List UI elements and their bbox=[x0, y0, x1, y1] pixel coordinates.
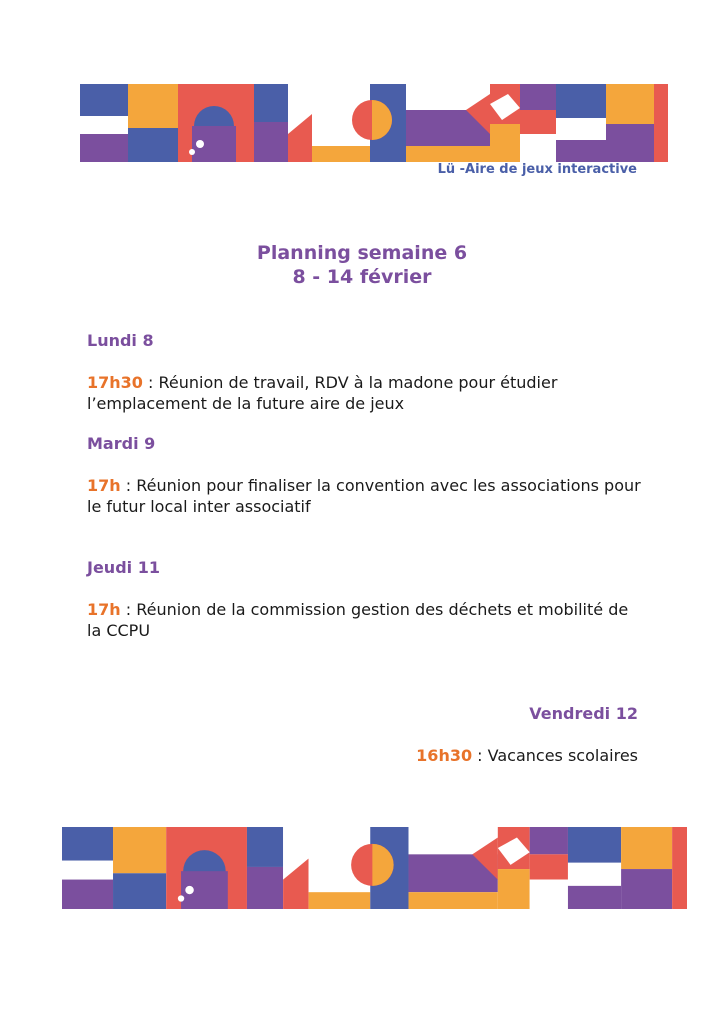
event-description: Réunion de travail, RDV à la madone pour étudier l’emplacement de la future aire de jeux bbox=[87, 373, 558, 413]
day-label-jeudi: Jeudi 11 bbox=[87, 558, 160, 577]
event-separator: : bbox=[120, 476, 137, 495]
event-description: Réunion pour finaliser la convention avec les associations pour le futur local inter associatif bbox=[87, 476, 641, 516]
day-label-lundi: Lundi 8 bbox=[87, 331, 154, 350]
day-label-mardi: Mardi 9 bbox=[87, 434, 156, 453]
event-separator: : bbox=[472, 746, 488, 765]
planning-dates: 8 - 14 février bbox=[292, 266, 432, 288]
event-time: 17h bbox=[87, 600, 121, 619]
event-description: Vacances scolaires bbox=[487, 746, 638, 765]
project-subtitle: Lü -Aire de jeux interactive bbox=[437, 162, 637, 177]
event-time: 16h30 bbox=[416, 746, 473, 765]
event-mardi bbox=[87, 475, 647, 517]
event-time: 17h bbox=[87, 476, 121, 495]
planning-title: Planning semaine 6 bbox=[256, 242, 468, 264]
event-description: Réunion de la commission gestion des déchets et mobilité de la CCPU bbox=[87, 600, 629, 640]
day-label-vendredi: Vendredi 12 bbox=[529, 704, 638, 723]
event-jeudi bbox=[87, 599, 647, 641]
event-lundi bbox=[87, 372, 647, 414]
event-vendredi bbox=[78, 745, 638, 766]
event-separator: : bbox=[120, 600, 137, 619]
decorative-banner-top bbox=[80, 84, 668, 162]
decorative-banner-bottom bbox=[62, 827, 687, 909]
event-separator: : bbox=[142, 373, 159, 392]
event-time: 17h30 bbox=[87, 373, 143, 392]
